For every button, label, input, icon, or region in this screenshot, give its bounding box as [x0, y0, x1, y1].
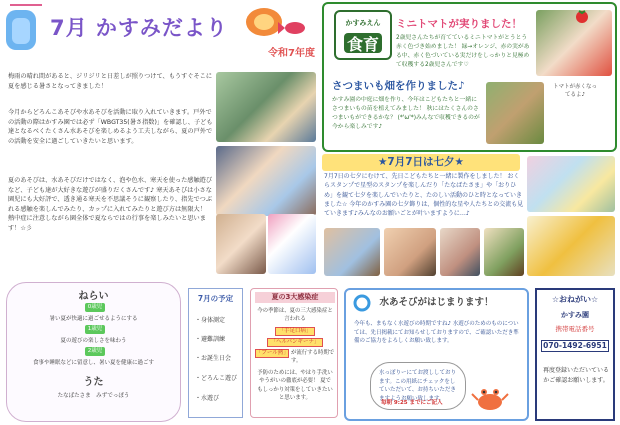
year-tag: 令和7年度 [268, 48, 315, 59]
logo-main-text: 食育 [346, 35, 379, 54]
water-play-speech-bubble [370, 362, 466, 410]
schedule-item: ・お誕生日会 [195, 355, 232, 362]
goals-title: ねらい [78, 291, 109, 302]
photo-sweet-potato-field [486, 82, 544, 144]
disease-tag-pool-fever: 「プール熱」 [256, 350, 289, 356]
tanabata-heading: ★7月7日は七夕★ [322, 154, 520, 171]
water-play-deadline: 毎朝 9:25 までにご記入 [381, 400, 443, 406]
request-title: ☆おねがい☆ [551, 295, 599, 304]
request-phone-number: 070-1492-6951 [541, 340, 609, 352]
tomato-photo-caption: トマトが赤くなってるよ♪ [552, 84, 597, 98]
goals-tag-age1: 1歳児 [85, 325, 105, 334]
crab-icon [470, 382, 510, 416]
goals-line-age0: 暑い夏が快適に過ごせるようにする [49, 316, 138, 322]
tanabata-paragraph: 7月7日の七夕にむけて、先日こどもたちと一緒に製作をしました！ おくらスタンプで星型のスタンプを楽しんだり「たなばたさま」や「おりひめ」を観て七夕を楽しんでいたりと、たのしい活動のひと時となっていきました☆ 今年のかすみ園の七夕飾りは、個性的な星や人たちとの交流も見ていきます♪みんなのお願いごとが叶いますように…♪ [324, 173, 524, 218]
request-phone-label: 携帯電話番号 [555, 325, 595, 333]
infectious-disease-season: が流行する時期です。 [291, 350, 335, 365]
schedule-item: ・どろんこ遊び [195, 375, 238, 382]
infectious-disease-box [250, 288, 338, 418]
food-education-logo [334, 10, 392, 60]
food-education-section [322, 2, 617, 152]
disease-tag-herpangina: 「ヘルパンギーナ」 [267, 338, 323, 347]
infectious-disease-title: 夏の3大感染症 [255, 292, 335, 303]
water-play-bubble-text: 水っぽりーにてお渡ししております。この用紙にチェックをしていただいて、お持ちいただきますようお願い致します。 [379, 370, 457, 402]
photo-tanabata-children-1 [324, 228, 380, 276]
water-play-paragraph: 今年も、まもなく水遊びの時期ですね♪ 水遊びのためのものについては、先日掲載にてお知らせしておりますので、ご確認いただき準備のご協力をよろしくお願い致します。 [354, 321, 519, 345]
schedule-item: ・避難訓練 [195, 336, 226, 343]
photo-tanabata-children-2 [384, 228, 436, 276]
newsletter-header [0, 0, 318, 62]
schedule-title: 7月の予定 [197, 294, 234, 303]
photo-color-water-play [216, 146, 316, 216]
infectious-disease-intro: 今の季節は、夏の三大感染症と言われる [257, 308, 333, 323]
infectious-disease-prevention: 予防のためには、やはり手洗いやうがいの徹底が必要！ 夏でもしっかり対策をしていきたいと思います。 [257, 370, 333, 402]
water-play-box [344, 288, 529, 421]
tomato-paragraph: 2歳児さんたちが育てているミニトマトがとうとう赤く色づき始めました！ 緑→オレンジ、赤の実がある中、赤く色づいている実だけをしっかりと見極めて収穫する2歳児さんです♡ [396, 35, 530, 68]
tomato-heading: ミニトマトが実りました！ [396, 18, 522, 30]
intro-paragraph-1: 梅雨の晴れ間があると、ジリジリと日差しが照りつけて、もうすぐそこに夏を感じる暑さとなってきました！ [8, 73, 213, 90]
fan-and-fish-decoration-icon [240, 4, 310, 46]
tomato-icon [574, 8, 590, 24]
songs-title: うた [83, 377, 104, 388]
schedule-item: ・水遊び [195, 395, 220, 402]
lantern-decoration-icon [0, 0, 48, 60]
logo-top-text: かすみえん [345, 19, 381, 27]
sweet-potato-paragraph: かすみ園の中庭に畑を作り、今年はこどもたちと一緒にさつまいもの苗を植えてみました！ 秋にはたくさんのさつまいもができるかな？ (*'ω'*)みんなで収穫できるのが今から楽しみです♪ [332, 97, 480, 130]
disease-tag-hfmd: 「手足口病」 [275, 327, 315, 336]
photo-children-mat [268, 214, 316, 274]
newsletter-title: 7月 かすみだより [50, 16, 228, 40]
goals-line-age2: 食事や睡眠などに留意し、暑い夏を健康に過ごす [32, 360, 154, 366]
goals-line-age1: 夏の遊びの楽しさを味わう [60, 338, 127, 344]
intro-paragraph-2: 今月からどろんこあそびや水あそびを活動に取り入れていきます。戸外での活動の際はかすみ園では必ず「WBGT35(暑さ指数)」を確認し、子ども達となるべくたくさん水あそびを楽しめるよう工夫しながら、夏の戸外での活動を安全に過ごしていきたいと思います。 [8, 109, 213, 145]
goals-box [6, 282, 181, 422]
songs-list: たなばたさま みずでっぽう [57, 393, 130, 399]
request-box [535, 288, 615, 421]
request-note: 再度登録いただいているかご確認お願いします。 [542, 367, 609, 384]
water-play-title: 水あそびがはじまります！ [379, 297, 494, 308]
goals-tag-age2: 2歳児 [85, 347, 105, 356]
schedule-box [188, 288, 243, 418]
swim-ring-icon [350, 294, 374, 312]
schedule-item: ・身体測定 [195, 317, 226, 324]
photo-child-cup [216, 214, 266, 274]
goals-tag-age0: 0歳児 [85, 303, 105, 312]
photo-children-helmets [216, 72, 316, 142]
photo-star-stamps [527, 216, 615, 276]
sweet-potato-heading: さつまいも畑を作りました♪ [332, 80, 465, 92]
photo-tanabata-crafts [527, 156, 615, 212]
photo-tanabata-child-3 [440, 228, 480, 276]
request-school-name: かすみ園 [561, 311, 589, 319]
intro-paragraph-3: 夏のあそびは、水あそびだけではなく、泡や色水、寒天を使った感触遊びなど、子ども達が大好きな遊びが盛りだくさんです♪ 寒天あそびは小さな園児にも大好評で、透き通る寒天を不思議そうに観察したり、指先でつぶれる感触を楽しんでみたり、カップに入れてみたりと遊び方は無限大！ 熱中症に注意しながら園全体で夏ならではの行事を楽しみたいと思います！☆彡 [8, 177, 213, 233]
photo-tanabata-child-4 [484, 228, 524, 276]
